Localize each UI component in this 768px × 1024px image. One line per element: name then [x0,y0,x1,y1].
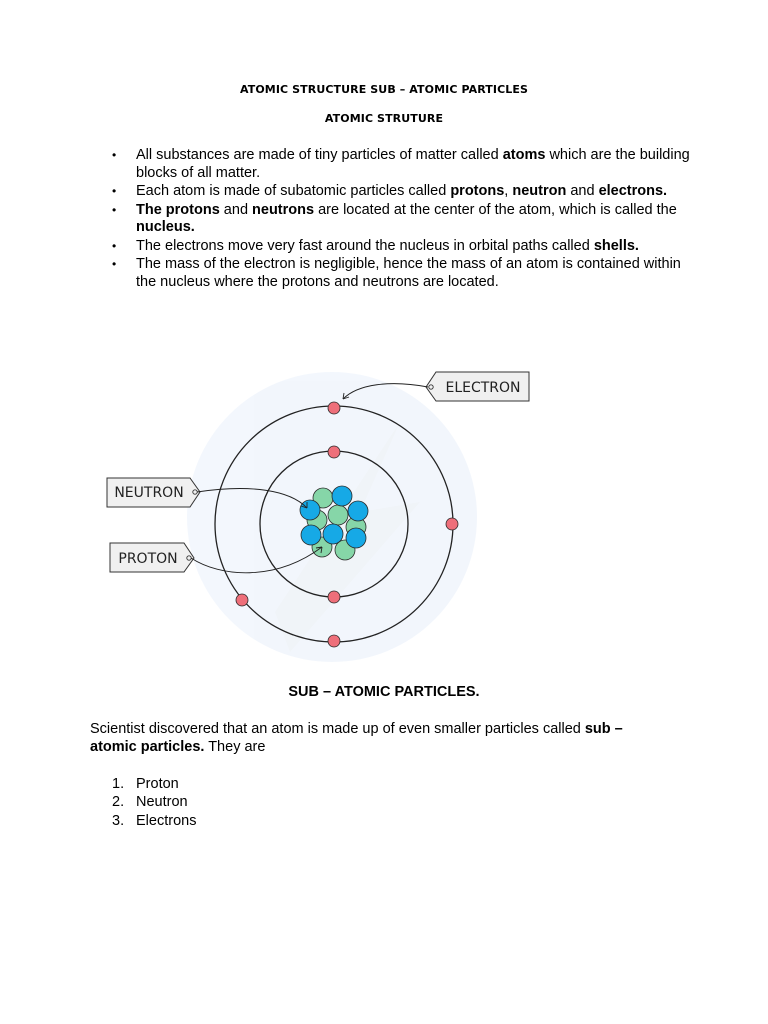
para-text: Scientist discovered that an atom is made up of even smaller particles called [90,721,585,737]
list-number: 1. [112,776,125,792]
bullet-text: Each atom is made of subatomic particles called [136,183,451,199]
proton-label: PROTON [118,551,178,567]
bullet-text: , [504,183,513,199]
neutron-particle [328,505,348,525]
electron-tag [426,372,529,401]
bullet-item [112,256,692,291]
list-item [112,775,196,793]
bullet-text: which are the building blocks of all matter. [136,147,690,181]
proton-particle [332,486,352,506]
bold-term: protons [450,183,505,199]
bullet-marker: • [112,257,117,271]
bold-term: neutrons [252,201,315,218]
bullet-item [112,238,692,256]
atomic-structure-bullets [112,147,692,292]
list-number: 3. [112,812,125,829]
list-number: 2. [112,794,125,811]
bullet-item [112,202,692,237]
particles-list [112,775,196,830]
electron-particle [328,635,340,647]
proton-tag [110,543,194,572]
neutron-label: NEUTRON [114,485,184,501]
bullet-text: The mass of the electron is negligible, hence the mass of an atom is contained within the nucleus where the protons and neutrons are located. [136,256,681,290]
bullet-marker: • [112,148,117,162]
bullet-item [112,147,692,182]
bullet-text: and [219,201,253,218]
bullet-text: The electrons move very fast around the nucleus in orbital paths called [136,237,594,254]
bold-term: electrons. [598,183,668,199]
proton-particle [346,528,366,548]
bullet-text: are located at the center of the atom, which is called the [314,201,677,218]
bold-term: nucleus. [136,219,195,235]
list-item [112,793,196,811]
bullet-marker: • [112,184,117,198]
bold-term: neutron [512,183,567,199]
proton-particle [348,501,368,521]
electron-particle [328,402,340,414]
bold-term: The protons [136,201,220,218]
atom-diagram [100,362,540,662]
list-label: Proton [136,776,179,792]
electron-label: ELECTRON [445,380,521,396]
intro-paragraph [90,721,670,756]
bold-term: atoms [502,147,546,163]
proton-particle [323,524,343,544]
bullet-item [112,183,692,201]
bold-term: shells. [593,237,639,254]
list-item [112,812,196,830]
bullet-marker: • [112,238,117,253]
electron-particle [328,446,340,458]
list-label: Neutron [136,794,188,811]
list-label: Electrons [136,812,197,829]
electron-particle [446,518,458,530]
section-title: ATOMIC STRUTURE [324,112,444,125]
electron-particle [328,591,340,603]
bullet-marker: • [112,202,117,217]
bullet-text: All substances are made of tiny particles of matter called [136,147,503,163]
neutron-tag [107,478,200,507]
proton-particle [300,500,320,520]
para-text: They are [204,738,266,755]
sub-atomic-heading: SUB – ATOMIC PARTICLES. [288,684,480,700]
document-title: ATOMIC STRUCTURE SUB – ATOMIC PARTICLES [239,83,528,96]
bold-term: sub – atomic particles. [90,721,623,755]
electron-particle [236,594,248,606]
proton-particle [301,525,321,545]
bullet-text: and [566,183,599,199]
